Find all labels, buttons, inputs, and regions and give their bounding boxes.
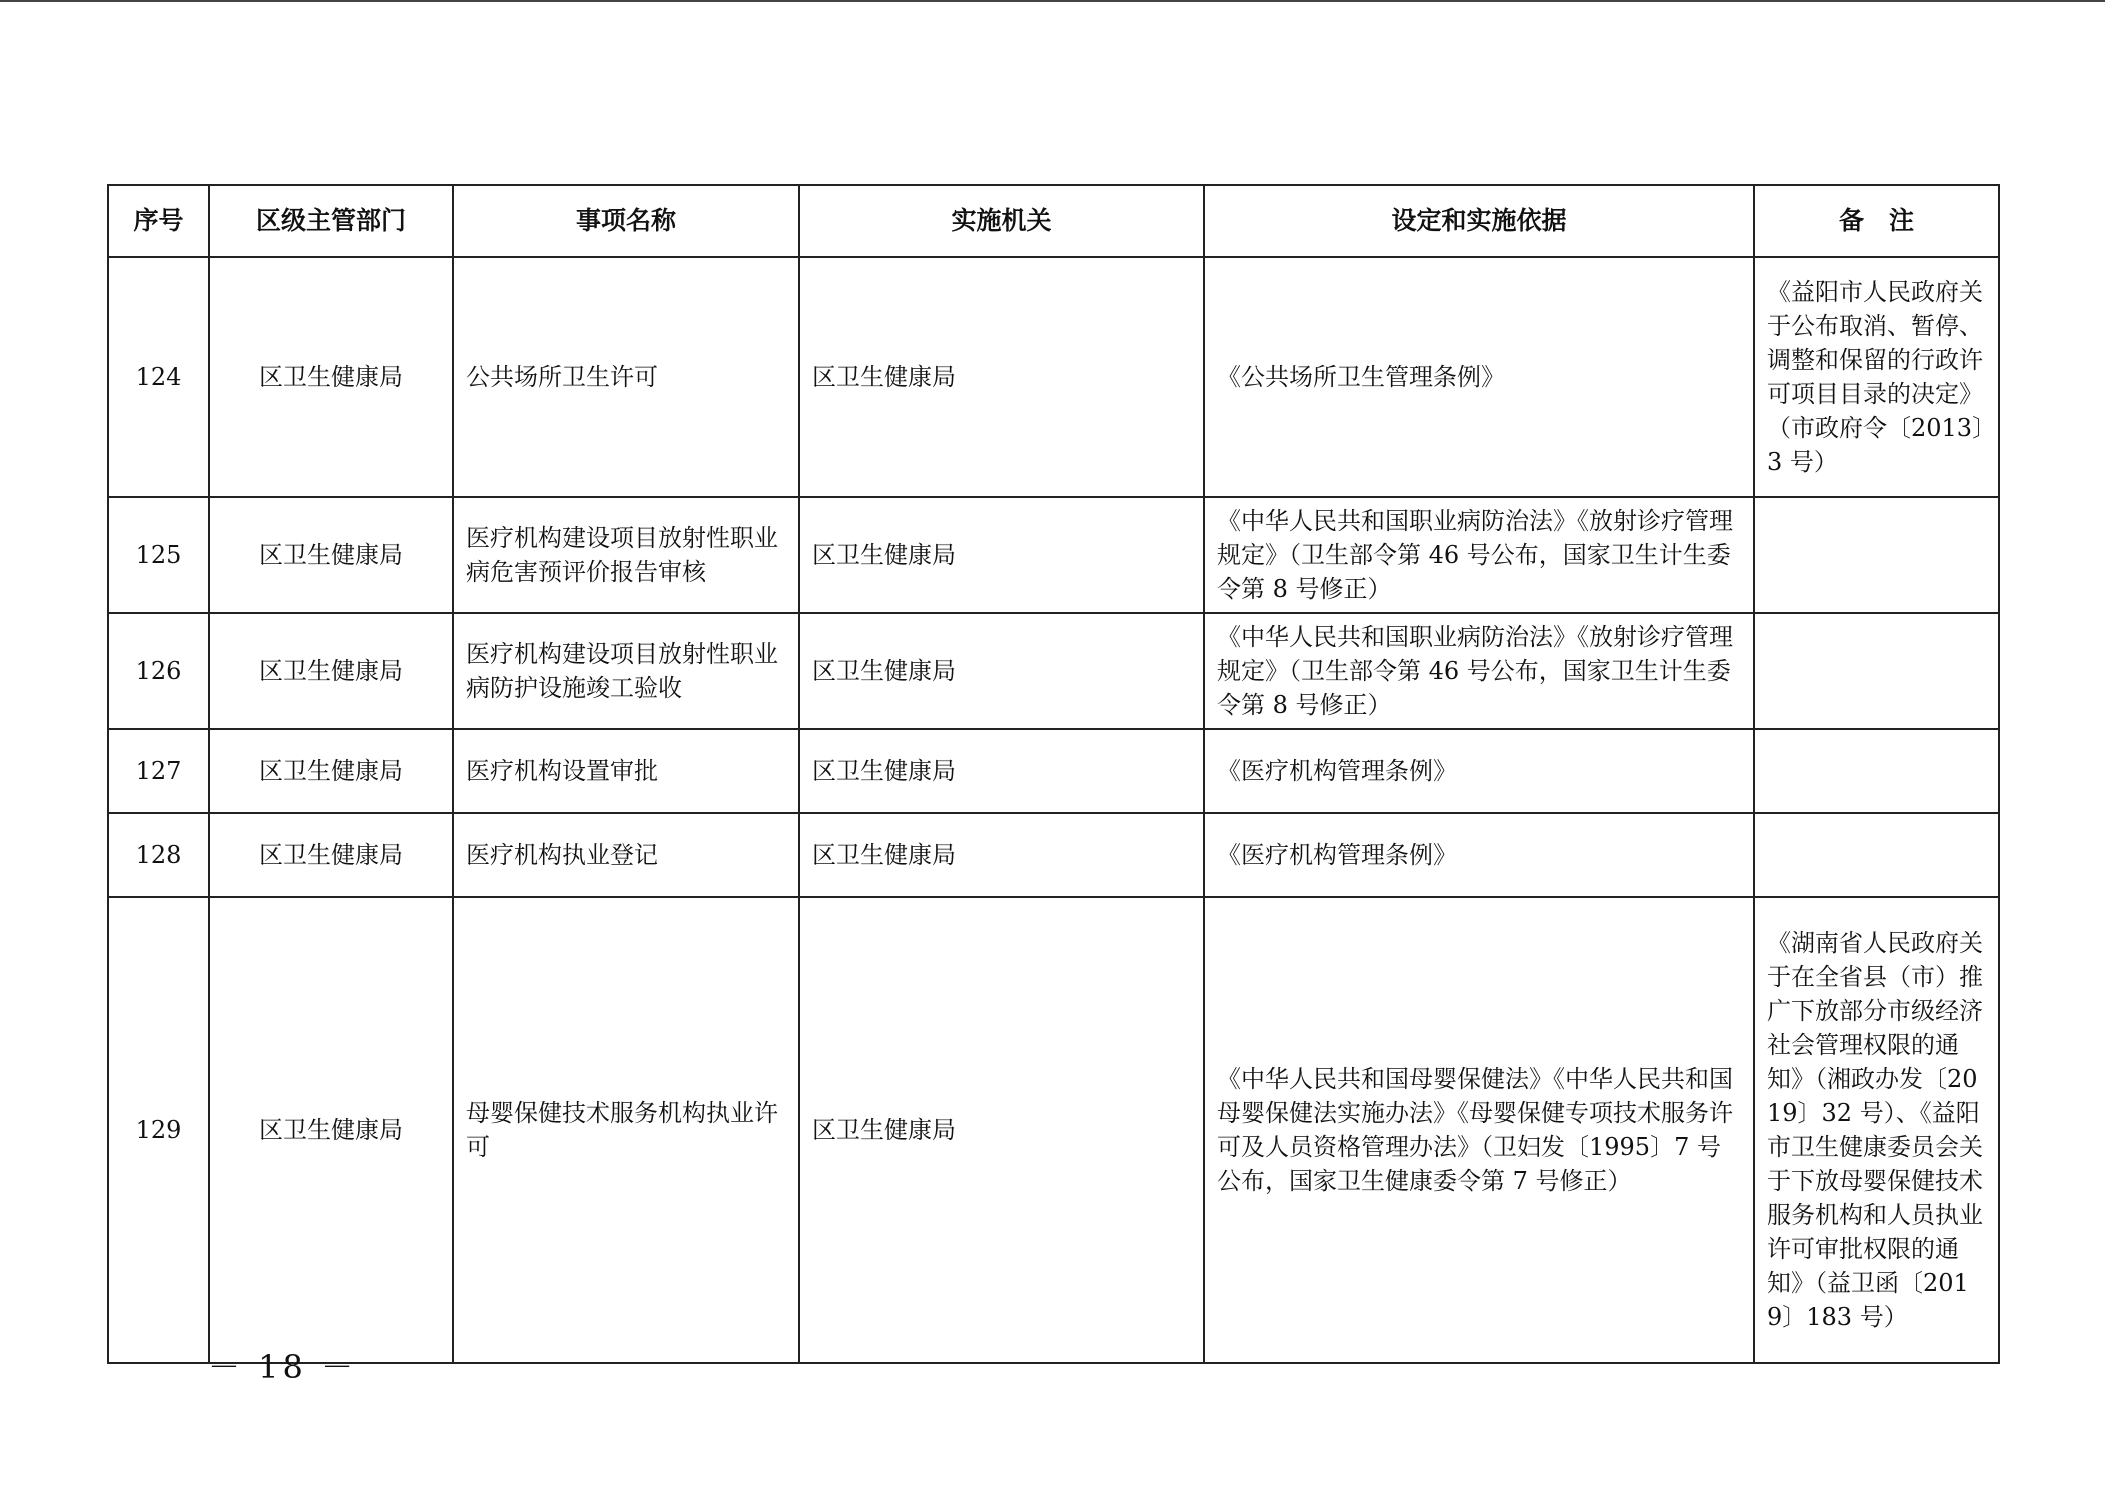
row-seq: 129 bbox=[108, 897, 209, 1363]
row-item: 医疗机构执业登记 bbox=[453, 813, 799, 897]
row-item: 母婴保健技术服务机构执业许可 bbox=[453, 897, 799, 1363]
row-agency: 区卫生健康局 bbox=[799, 813, 1204, 897]
row-agency: 区卫生健康局 bbox=[799, 497, 1204, 613]
header-note: 备 注 bbox=[1754, 185, 1999, 257]
row-note bbox=[1754, 497, 1999, 613]
row-agency: 区卫生健康局 bbox=[799, 613, 1204, 729]
row-seq: 126 bbox=[108, 613, 209, 729]
row-dept: 区卫生健康局 bbox=[209, 729, 453, 813]
row-note bbox=[1754, 613, 1999, 729]
row-item: 医疗机构建设项目放射性职业病危害预评价报告审核 bbox=[453, 497, 799, 613]
header-basis: 设定和实施依据 bbox=[1204, 185, 1754, 257]
row-basis: 《医疗机构管理条例》 bbox=[1204, 813, 1754, 897]
table-row bbox=[108, 257, 1999, 497]
row-dept: 区卫生健康局 bbox=[209, 497, 453, 613]
table-row bbox=[108, 813, 1999, 897]
row-agency: 区卫生健康局 bbox=[799, 257, 1204, 497]
top-border-line bbox=[0, 0, 2105, 2]
row-basis: 《公共场所卫生管理条例》 bbox=[1204, 257, 1754, 497]
header-dept: 区级主管部门 bbox=[209, 185, 453, 257]
row-basis: 《中华人民共和国母婴保健法》《中华人民共和国母婴保健法实施办法》《母婴保健专项技术服务许可及人员资格管理办法》（卫妇发〔1995〕7 号公布，国家卫生健康委令第 7 号修正） bbox=[1204, 897, 1754, 1363]
row-item: 公共场所卫生许可 bbox=[453, 257, 799, 497]
row-dept: 区卫生健康局 bbox=[209, 813, 453, 897]
page-number: － 18 － bbox=[208, 1348, 358, 1386]
table-header-row bbox=[108, 185, 1999, 257]
row-seq: 124 bbox=[108, 257, 209, 497]
table-row bbox=[108, 497, 1999, 613]
row-item: 医疗机构设置审批 bbox=[453, 729, 799, 813]
row-seq: 127 bbox=[108, 729, 209, 813]
row-dept: 区卫生健康局 bbox=[209, 613, 453, 729]
header-seq: 序号 bbox=[108, 185, 209, 257]
row-basis: 《中华人民共和国职业病防治法》《放射诊疗管理规定》（卫生部令第 46 号公布，国家卫生计生委令第 8 号修正） bbox=[1204, 613, 1754, 729]
row-note bbox=[1754, 813, 1999, 897]
row-seq: 125 bbox=[108, 497, 209, 613]
row-agency: 区卫生健康局 bbox=[799, 897, 1204, 1363]
row-item: 医疗机构建设项目放射性职业病防护设施竣工验收 bbox=[453, 613, 799, 729]
row-basis: 《中华人民共和国职业病防治法》《放射诊疗管理规定》（卫生部令第 46 号公布，国家卫生计生委令第 8 号修正） bbox=[1204, 497, 1754, 613]
row-seq: 128 bbox=[108, 813, 209, 897]
row-agency: 区卫生健康局 bbox=[799, 729, 1204, 813]
table-row bbox=[108, 729, 1999, 813]
row-note bbox=[1754, 729, 1999, 813]
table-row bbox=[108, 897, 1999, 1363]
row-dept: 区卫生健康局 bbox=[209, 257, 453, 497]
table-row bbox=[108, 613, 1999, 729]
row-note: 《益阳市人民政府关于公布取消、暂停、调整和保留的行政许可项目目录的决定》（市政府令〔2013〕3 号） bbox=[1754, 257, 1999, 497]
header-agency: 实施机关 bbox=[799, 185, 1204, 257]
row-basis: 《医疗机构管理条例》 bbox=[1204, 729, 1754, 813]
row-note: 《湖南省人民政府关于在全省县（市）推广下放部分市级经济社会管理权限的通知》（湘政办发〔2019〕32 号）、《益阳市卫生健康委员会关于下放母婴保健技术服务机构和人员执业许可审批权限的通知》（益卫函〔2019〕183 号） bbox=[1754, 897, 1999, 1363]
admin-license-table bbox=[107, 184, 2000, 1364]
header-item: 事项名称 bbox=[453, 185, 799, 257]
row-dept: 区卫生健康局 bbox=[209, 897, 453, 1363]
